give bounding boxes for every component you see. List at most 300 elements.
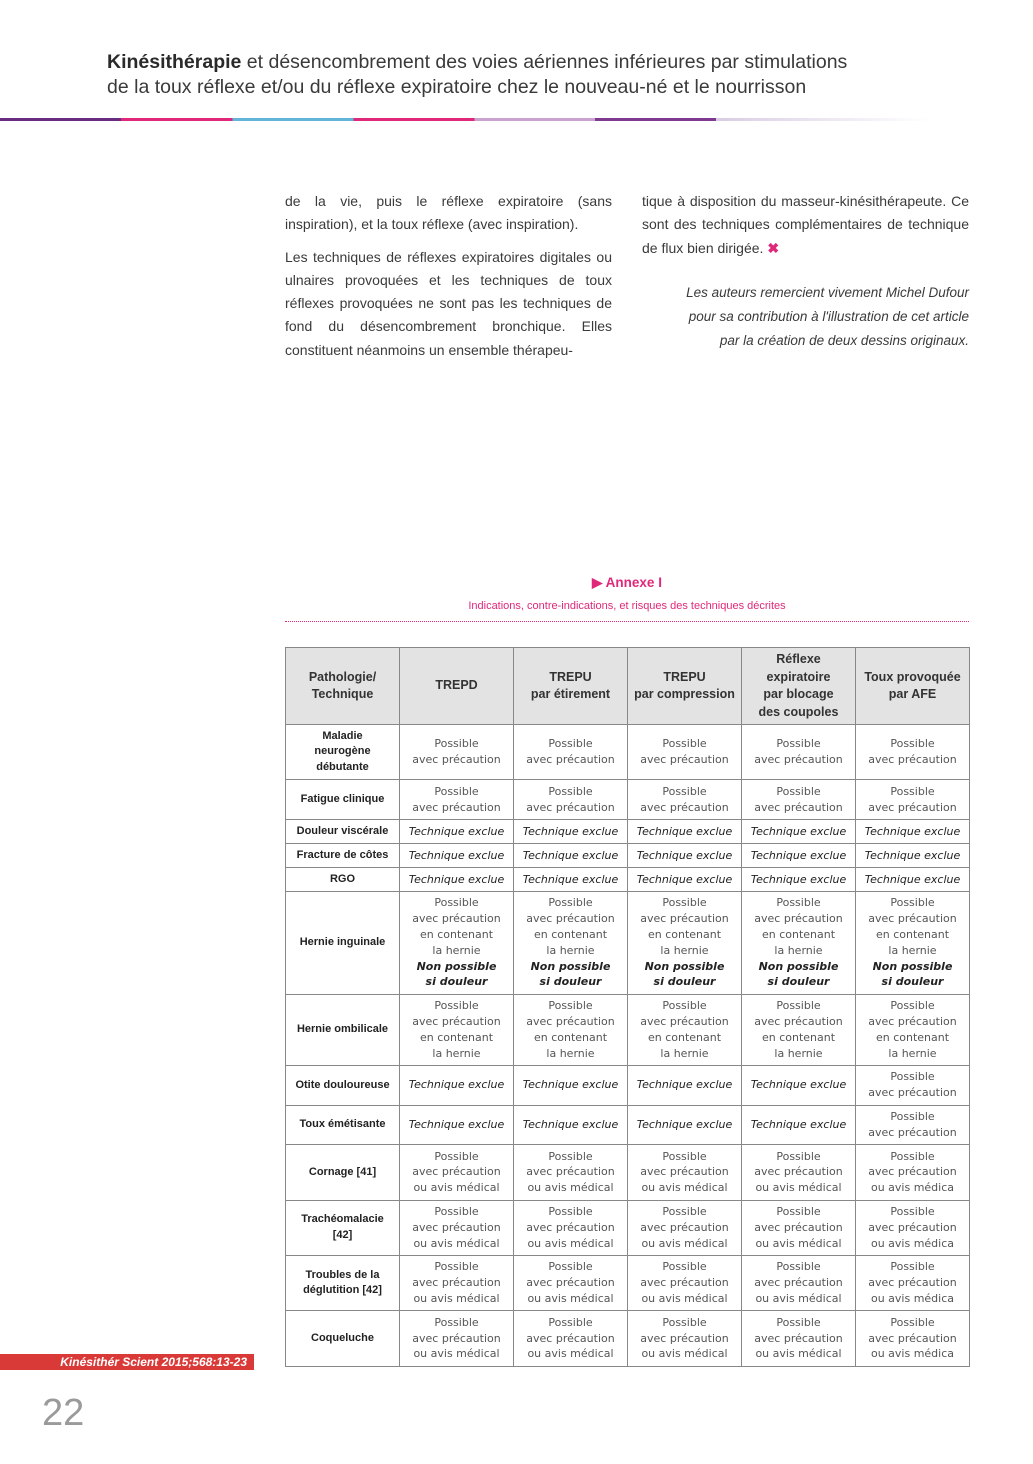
table-cell (856, 891, 970, 994)
table-cell (856, 1200, 970, 1255)
table-cell (628, 1065, 742, 1105)
table-cell (856, 819, 970, 843)
table-row (286, 994, 970, 1065)
table-cell (856, 994, 970, 1065)
table-cell (628, 891, 742, 994)
cell-text-line: Non possible (530, 959, 611, 973)
cell-text-line: Possible (548, 1149, 593, 1163)
acknowledgement-line: Les auteurs remercient vivement Michel Dufour (686, 284, 969, 300)
cell-text-line: Possible (662, 999, 707, 1013)
cell-text-line: Toux provoquée (864, 669, 961, 684)
row-label (286, 1065, 400, 1105)
cell-text-line: Possible (434, 1260, 479, 1274)
column-header (514, 648, 628, 725)
row-label (286, 1145, 400, 1200)
cell-text-line: avec précaution (640, 1165, 729, 1179)
cell-text-line: Cornage [41] (308, 1165, 377, 1178)
cell-text-line: avec précaution (526, 1165, 615, 1179)
cell-text-line: avec précaution (412, 1165, 501, 1179)
cell-text-line: Technique exclue (750, 1078, 847, 1092)
cell-text-line: Technique exclue (864, 824, 961, 838)
cell-text-line: ou avis médica (870, 1181, 955, 1195)
cell-text-line: Non possible (758, 959, 839, 973)
table-cell (856, 1145, 970, 1200)
page-header (107, 50, 987, 100)
row-label (286, 780, 400, 820)
table-cell (742, 1311, 856, 1366)
header-title-bold: Kinésithérapie (107, 51, 242, 73)
table-cell (514, 994, 628, 1065)
table-row (286, 780, 970, 820)
cell-text-line: ou avis médical (641, 1292, 728, 1306)
cell-text-line: ou avis médical (641, 1347, 728, 1361)
row-label (286, 819, 400, 843)
header-color-rule (0, 118, 930, 121)
cell-text-line: Technique exclue (522, 872, 619, 886)
cell-text-line: Possible (434, 737, 479, 751)
table-cell (400, 843, 514, 867)
cell-text-line: Possible (776, 737, 821, 751)
cell-text-line: Technique exclue (636, 1078, 733, 1092)
cell-text-line: Non possible (644, 959, 725, 973)
cell-text-line: Hernie ombilicale (296, 1023, 389, 1036)
cell-text-line: Possible (434, 784, 479, 798)
cell-text-line: Trachéomalacie (301, 1213, 384, 1226)
cell-text-line: [42] (332, 1228, 353, 1241)
cell-text-line: déglutition [42] (303, 1284, 382, 1297)
table-cell (742, 1145, 856, 1200)
row-label (286, 867, 400, 891)
cell-text-line: en contenant (761, 928, 836, 942)
cell-text-line: avec précaution (526, 1220, 615, 1234)
cell-text-line: avec précaution (526, 912, 615, 926)
cell-text-line: TREPU (663, 669, 706, 684)
table-cell (400, 780, 514, 820)
cell-text-line: avec précaution (868, 1220, 957, 1234)
table-cell (400, 1065, 514, 1105)
cell-text-line: Possible (776, 896, 821, 910)
table-cell (628, 725, 742, 780)
header-line-1 (107, 50, 987, 75)
cell-text-line: Possible (890, 1070, 935, 1084)
cell-text-line: Technique exclue (408, 848, 505, 862)
table-cell (628, 843, 742, 867)
row-label (286, 994, 400, 1065)
column-header (742, 648, 856, 725)
cell-text-line: Technique exclue (408, 824, 505, 838)
dotted-divider (285, 621, 969, 622)
cell-text-line: Maladie (322, 729, 363, 742)
cell-text-line: Possible (662, 1260, 707, 1274)
table-cell (628, 1255, 742, 1310)
table-row (286, 1311, 970, 1366)
cell-text-line: Possible (890, 1149, 935, 1163)
cell-text-line: Possible (890, 1110, 935, 1124)
cell-text-line: avec précaution (526, 1276, 615, 1290)
cell-text-line: la hernie (888, 943, 937, 957)
cell-text-line: avec précaution (412, 912, 501, 926)
table-cell (856, 725, 970, 780)
cell-text-line: avec précaution (640, 1276, 729, 1290)
cell-text-line: Technique exclue (864, 848, 961, 862)
table-cell (742, 867, 856, 891)
table-row (286, 1065, 970, 1105)
cell-text-line: si douleur (425, 975, 488, 989)
table-row (286, 843, 970, 867)
table-cell (742, 725, 856, 780)
cell-text-line: si douleur (653, 975, 716, 989)
table-cell (742, 1065, 856, 1105)
table-cell (856, 867, 970, 891)
header-line-2: de la toux réflexe et/ou du réflexe expiratoire chez le nouveau-né et le nourrisson (107, 76, 807, 98)
cell-text-line: la hernie (660, 943, 709, 957)
cell-text-line: Technique exclue (408, 1078, 505, 1092)
cell-text-line: Possible (890, 1260, 935, 1274)
cell-text-line: avec précaution (868, 1125, 957, 1139)
cell-text-line: neurogène (314, 745, 371, 758)
cell-text-line: la hernie (432, 943, 481, 957)
acknowledgements (642, 281, 969, 353)
cell-text-line: la hernie (546, 1046, 595, 1060)
table-cell (514, 819, 628, 843)
table-cell (400, 725, 514, 780)
cell-text-line: Possible (776, 1149, 821, 1163)
annex-subtitle: Indications, contre-indications, et risques des techniques décrites (468, 600, 786, 612)
cell-text-line: avec précaution (640, 1015, 729, 1029)
table-cell (514, 1311, 628, 1366)
table-cell (400, 994, 514, 1065)
text-column-right (642, 190, 969, 353)
table-cell (742, 780, 856, 820)
cell-text-line: Possible (434, 999, 479, 1013)
cell-text-line: Possible (890, 737, 935, 751)
cell-text-line: Possible (662, 1205, 707, 1219)
cell-text-line: Possible (548, 1205, 593, 1219)
cell-text-line: Possible (548, 1315, 593, 1329)
cell-text-line: la hernie (660, 1046, 709, 1060)
table-cell (628, 780, 742, 820)
cell-text-line: débutante (316, 760, 369, 773)
table-cell (400, 819, 514, 843)
paragraph (642, 190, 969, 260)
cell-text-line: Possible (776, 1260, 821, 1274)
table-row (286, 1200, 970, 1255)
cell-text-line: la hernie (774, 1046, 823, 1060)
table-row (286, 867, 970, 891)
table-row (286, 1105, 970, 1145)
cell-text-line: Possible (662, 1315, 707, 1329)
row-label (286, 1255, 400, 1310)
cell-text-line: Douleur viscérale (296, 824, 389, 837)
cell-text-line: Possible (434, 1149, 479, 1163)
journal-reference: Kinésithér Scient 2015;568:13-23 (0, 1354, 254, 1370)
cell-text-line: ou avis médical (641, 1181, 728, 1195)
acknowledgement-line: par la création de deux dessins originaux. (719, 332, 969, 348)
table-cell (742, 819, 856, 843)
table-cell (856, 1311, 970, 1366)
cell-text-line: Technique exclue (522, 848, 619, 862)
table-cell (742, 891, 856, 994)
table-cell (514, 1065, 628, 1105)
table-row (286, 819, 970, 843)
cell-text-line: Toux émétisante (299, 1118, 386, 1131)
cell-text-line: RGO (329, 872, 356, 885)
cell-text-line: ou avis médical (413, 1292, 500, 1306)
table-cell (856, 1255, 970, 1310)
cell-text-line: en contenant (647, 928, 722, 942)
cell-text-line: Réflexe (776, 652, 821, 666)
text-column-left (285, 190, 612, 371)
cell-text-line: Possible (662, 1149, 707, 1163)
table-cell (514, 780, 628, 820)
cell-text-line: Possible (776, 784, 821, 798)
cell-text-line: avec précaution (412, 800, 501, 814)
cell-text-line: si douleur (767, 975, 830, 989)
column-header (628, 648, 742, 725)
table-cell (400, 891, 514, 994)
cell-text-line: Technique exclue (636, 872, 733, 886)
cell-text-line: en contenant (419, 1030, 494, 1044)
annex-title (285, 575, 969, 591)
cell-text-line: avec précaution (868, 1086, 957, 1100)
table-cell (400, 1311, 514, 1366)
cell-text-line: Possible (548, 737, 593, 751)
cell-text-line: ou avis médica (870, 1347, 955, 1361)
cell-text-line: Technique exclue (522, 1117, 619, 1131)
cell-text-line: Technique exclue (750, 848, 847, 862)
paragraph: de la vie, puis le réflexe expiratoire (sans inspiration), et la toux réflexe (avec inspiration). (285, 193, 612, 233)
cell-text-line: la hernie (546, 943, 595, 957)
table-cell (514, 867, 628, 891)
cell-text-line: la hernie (888, 1046, 937, 1060)
row-label (286, 843, 400, 867)
table-cell (628, 819, 742, 843)
cell-text-line: avec précaution (412, 1276, 501, 1290)
table-cell (514, 843, 628, 867)
cell-text-line: en contenant (533, 1030, 608, 1044)
acknowledgement-line: pour sa contribution à l'illustration de cet article (688, 308, 969, 324)
page-number: 22 (42, 1392, 85, 1434)
table-cell (628, 867, 742, 891)
table-cell (400, 1200, 514, 1255)
cell-text-line: Otite douloureuse (295, 1078, 390, 1091)
column-header (286, 648, 400, 725)
cell-text-line: avec précaution (526, 1331, 615, 1345)
cell-text-line: TREPD (435, 678, 478, 693)
cell-text-line: avec précaution (868, 1276, 957, 1290)
cell-text-line: Pathologie/ (308, 669, 377, 684)
paragraph-text: tique à disposition du masseur-kinésithérapeute. Ce sont des techniques complémentaires de technique de flux bien dirigée. (642, 193, 969, 256)
cell-text-line: ou avis médical (527, 1236, 614, 1250)
cell-text-line: Technique exclue (864, 872, 961, 886)
cell-text-line: avec précaution (640, 1331, 729, 1345)
cell-text-line: avec précaution (526, 753, 615, 767)
cell-text-line: Technique exclue (636, 824, 733, 838)
cell-text-line: Technique exclue (408, 872, 505, 886)
cell-text-line: Technique exclue (750, 824, 847, 838)
header-title-rest: et désencombrement des voies aériennes inférieures par stimulations (241, 51, 848, 73)
row-label (286, 725, 400, 780)
cell-text-line: expiratoire (766, 669, 831, 684)
cell-text-line: avec précaution (412, 1015, 501, 1029)
cell-text-line: Possible (890, 1315, 935, 1329)
cell-text-line: Possible (548, 999, 593, 1013)
cell-text-line: TREPU (549, 669, 592, 684)
cell-text-line: Troubles de la (305, 1268, 380, 1281)
cell-text-line: en contenant (761, 1030, 836, 1044)
cell-text-line: avec précaution (640, 912, 729, 926)
table-row (286, 1145, 970, 1200)
cell-text-line: Possible (434, 1315, 479, 1329)
cell-text-line: Possible (890, 896, 935, 910)
cell-text-line: Possible (434, 1205, 479, 1219)
cell-text-line: Technique exclue (750, 1117, 847, 1131)
cell-text-line: ou avis médical (755, 1181, 842, 1195)
cell-text-line: avec précaution (754, 1276, 843, 1290)
cell-text-line: ou avis médical (527, 1347, 614, 1361)
play-arrow-icon: ▶ (592, 575, 603, 590)
cell-text-line: Hernie inguinale (299, 936, 386, 949)
cell-text-line: Possible (548, 896, 593, 910)
annex-table (285, 647, 970, 1367)
cell-text-line: Technique exclue (522, 824, 619, 838)
cell-text-line: par AFE (888, 687, 937, 701)
table-cell (514, 1255, 628, 1310)
cell-text-line: en contenant (533, 928, 608, 942)
table-cell (514, 1145, 628, 1200)
end-mark-icon: ✖ (767, 239, 780, 256)
cell-text-line: Technique exclue (636, 848, 733, 862)
cell-text-line: ou avis médica (870, 1236, 955, 1250)
cell-text-line: Fatigue clinique (300, 792, 385, 805)
cell-text-line: Fracture de côtes (296, 848, 389, 861)
cell-text-line: Non possible (416, 959, 497, 973)
cell-text-line: la hernie (432, 1046, 481, 1060)
table-cell (628, 1311, 742, 1366)
cell-text-line: Possible (890, 999, 935, 1013)
cell-text-line: avec précaution (868, 1015, 957, 1029)
cell-text-line: avec précaution (754, 1331, 843, 1345)
table-cell (742, 1255, 856, 1310)
table-cell (856, 1065, 970, 1105)
cell-text-line: Technique exclue (750, 872, 847, 886)
row-label (286, 1200, 400, 1255)
cell-text-line: Possible (776, 999, 821, 1013)
table-cell (514, 1105, 628, 1145)
cell-text-line: ou avis médical (755, 1292, 842, 1306)
paragraph: Les techniques de réflexes expiratoires digitales ou ulnaires provoquées et les techniques de toux réflexes provoquées ne sont pas les techniques de fond du désencombrement bronchique. Elles constituent néanmoins un ensemble thérapeu- (285, 248, 612, 358)
table-cell (742, 843, 856, 867)
cell-text-line: avec précaution (412, 1331, 501, 1345)
cell-text-line: en contenant (875, 928, 950, 942)
table-cell (514, 1200, 628, 1255)
cell-text-line: Possible (890, 784, 935, 798)
cell-text-line: avec précaution (868, 912, 957, 926)
cell-text-line: avec précaution (754, 800, 843, 814)
cell-text-line: la hernie (774, 943, 823, 957)
cell-text-line: Possible (776, 1205, 821, 1219)
annex-title-text: Annexe I (605, 575, 662, 590)
cell-text-line: Technique exclue (408, 1117, 505, 1131)
table-cell (400, 1105, 514, 1145)
cell-text-line: Coqueluche (311, 1331, 374, 1344)
cell-text-line: avec précaution (526, 1015, 615, 1029)
table-row (286, 891, 970, 994)
cell-text-line: avec précaution (412, 1220, 501, 1234)
table-cell (514, 725, 628, 780)
cell-text-line: en contenant (647, 1030, 722, 1044)
column-header (856, 648, 970, 725)
row-label (286, 1105, 400, 1145)
cell-text-line: si douleur (539, 975, 602, 989)
cell-text-line: avec précaution (754, 1220, 843, 1234)
cell-text-line: avec précaution (640, 753, 729, 767)
table-cell (628, 1200, 742, 1255)
cell-text-line: Possible (890, 1205, 935, 1219)
cell-text-line: par blocage (763, 687, 834, 701)
cell-text-line: ou avis médical (527, 1292, 614, 1306)
table-cell (856, 843, 970, 867)
table-row (286, 1255, 970, 1310)
cell-text-line: ou avis médical (413, 1181, 500, 1195)
cell-text-line: en contenant (875, 1030, 950, 1044)
row-label (286, 891, 400, 994)
cell-text-line: avec précaution (754, 753, 843, 767)
cell-text-line: Non possible (872, 959, 953, 973)
table-cell (400, 1145, 514, 1200)
cell-text-line: ou avis médical (527, 1181, 614, 1195)
cell-text-line: avec précaution (526, 800, 615, 814)
table-body (286, 725, 970, 1367)
table-cell (742, 994, 856, 1065)
cell-text-line: avec précaution (412, 753, 501, 767)
cell-text-line: Technique (311, 687, 374, 701)
cell-text-line: avec précaution (640, 800, 729, 814)
table-cell (742, 1105, 856, 1145)
cell-text-line: avec précaution (868, 1331, 957, 1345)
cell-text-line: avec précaution (868, 1165, 957, 1179)
cell-text-line: par compression (634, 687, 735, 701)
table-row (286, 725, 970, 780)
cell-text-line: par étirement (530, 687, 611, 701)
table-header-row (286, 648, 970, 725)
cell-text-line: Possible (776, 1315, 821, 1329)
cell-text-line: Possible (548, 1260, 593, 1274)
cell-text-line: Technique exclue (636, 1117, 733, 1131)
cell-text-line: Possible (662, 896, 707, 910)
table-cell (628, 994, 742, 1065)
cell-text-line: des coupoles (758, 704, 839, 719)
table-cell (514, 891, 628, 994)
cell-text-line: si douleur (881, 975, 944, 989)
cell-text-line: avec précaution (868, 800, 957, 814)
cell-text-line: avec précaution (754, 1015, 843, 1029)
row-label (286, 1311, 400, 1366)
cell-text-line: avec précaution (868, 753, 957, 767)
table-cell (400, 867, 514, 891)
cell-text-line: avec précaution (754, 1165, 843, 1179)
cell-text-line: ou avis médica (870, 1292, 955, 1306)
cell-text-line: ou avis médical (641, 1236, 728, 1250)
table-cell (742, 1200, 856, 1255)
cell-text-line: Possible (662, 737, 707, 751)
cell-text-line: ou avis médical (413, 1236, 500, 1250)
table-cell (400, 1255, 514, 1310)
table-cell (856, 780, 970, 820)
cell-text-line: ou avis médical (755, 1236, 842, 1250)
cell-text-line: Technique exclue (522, 1078, 619, 1092)
cell-text-line: Possible (434, 896, 479, 910)
